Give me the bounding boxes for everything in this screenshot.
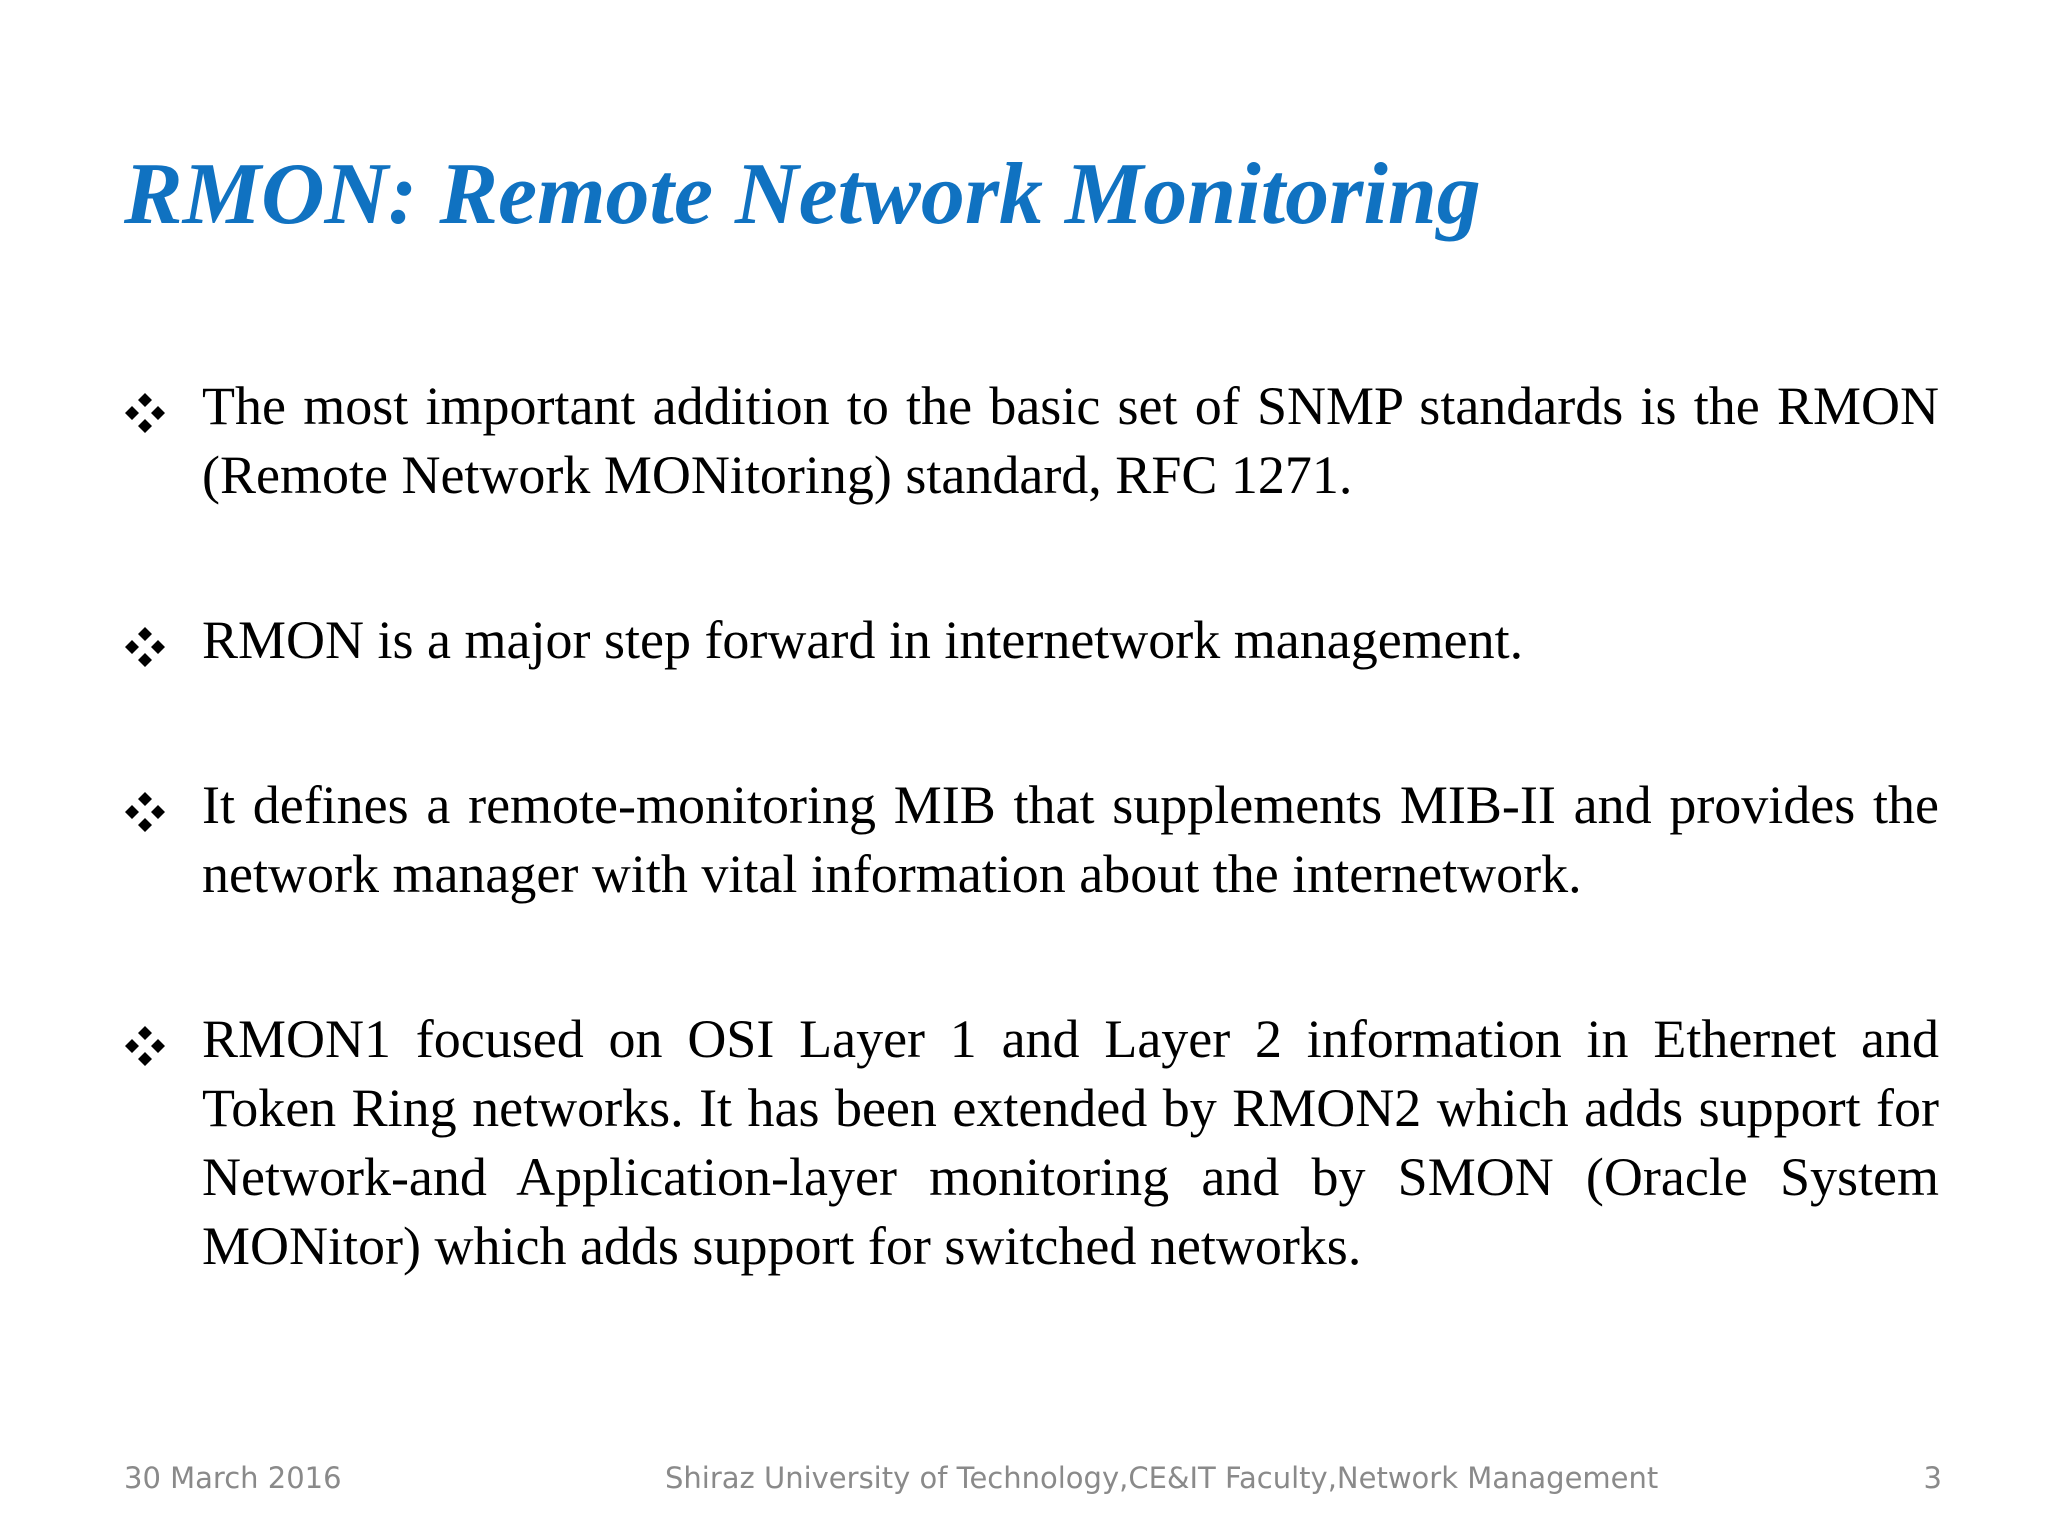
four-diamond-icon — [124, 626, 166, 668]
footer-date: 30 March 2016 — [124, 1461, 342, 1495]
bullet-item — [124, 606, 1939, 675]
four-diamond-icon — [124, 791, 166, 833]
page-number: 3 — [1923, 1461, 1942, 1495]
four-diamond-icon — [124, 392, 166, 434]
footer-course-info: Shiraz University of Technology,CE&IT Faculty,Network Management — [665, 1461, 1659, 1495]
bullet-text: It defines a remote-monitoring MIB that supplements MIB-II and provides the network manager with vital information about the internetwork. — [202, 775, 1939, 904]
bullet-item — [124, 1005, 1939, 1281]
bullet-text: RMON1 focused on OSI Layer 1 and Layer 2 information in Ethernet and Token Ring networks. It has been extended by RMON2 which adds support for Network-and Application-layer monitoring and by SMON (Oracle System MONitor) which adds support for switched networks. — [202, 1009, 1939, 1276]
bullet-text: RMON is a major step forward in internetwork management. — [202, 610, 1524, 670]
bullet-list — [124, 372, 1939, 1281]
bullet-text: The most important addition to the basic set of SNMP standards is the RMON (Remote Network MONitoring) standard, RFC 1271. — [202, 376, 1939, 505]
slide-title: RMON: Remote Network Monitoring — [124, 146, 1481, 243]
bullet-item — [124, 372, 1939, 510]
four-diamond-icon — [124, 1025, 166, 1067]
bullet-item — [124, 771, 1939, 909]
